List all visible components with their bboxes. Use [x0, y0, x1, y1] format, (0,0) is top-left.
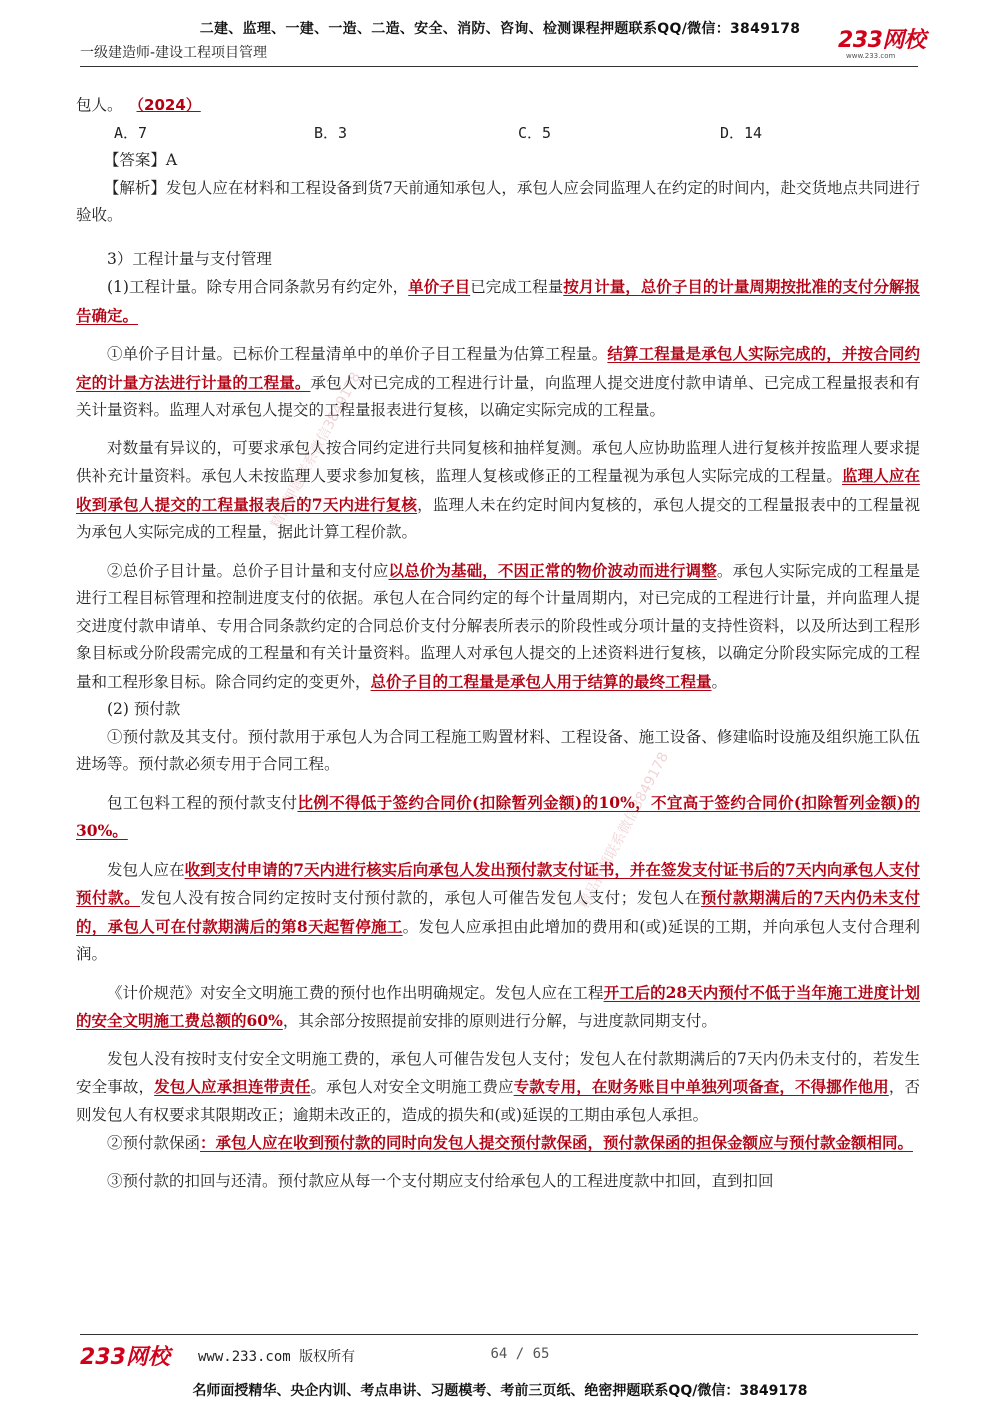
section-heading: 3）工程计量与支付管理 — [107, 249, 272, 268]
question-text: 包人。 — [76, 96, 123, 114]
paragraph: ①预付款及其支付。预付款用于承包人为合同工程施工购置材料、工程设备、施工设备、修建临时设施及组织施工队伍进场等。预付款必须专用于合同工程。 — [76, 727, 920, 773]
paragraph — [76, 273, 920, 330]
highlight: 比例不得低于签约合同价(扣除暂列金额)的10%，不宜高于签约合同价(扣除暂列金额)的30%。 — [76, 792, 920, 840]
text: ，否则发包人有权要求其限期改正；逾期未改正的，造成的损失和(或)延误的工期由承包人承担。 — [76, 1078, 920, 1124]
highlight: 按月计量，总价子目的计量周期按批准的支付分解报告确定。 — [76, 277, 920, 325]
text: 。承包人实际完成的工程量是进行工程目标管理和控制进度支付的依据。承包人在合同约定的每个计量周期内，对已完成的工程进行计量，并向监理人提交进度付款申请单、专用合同条款约定的合同总价支付分解表所表示的阶段性或分项计量的支持性资料，以及所达到工程形象目标或分阶段需完成的工程量和有关计量资料。监理人对承包人提交的上述资料进行复核，以确定分阶段实际完成的工程量和工程形象目标。除合同约定的变更外， — [76, 561, 920, 691]
text: 。承包人对安全文明施工费应 — [310, 1078, 514, 1096]
document-subtitle: 一级建造师-建设工程项目管理 — [80, 45, 268, 61]
option-b: B．3 — [314, 123, 348, 142]
text: 包工包料工程的预付款支付 — [107, 793, 298, 812]
text: 《计价规范》对安全文明施工费的预付也作出明确规定。发包人应在工程 — [107, 983, 604, 1002]
header-divider — [80, 66, 918, 67]
paragraph — [76, 789, 920, 846]
text: (1)工程计量。除专用合同条款另有约定外， — [107, 278, 409, 296]
footer-divider — [80, 1334, 918, 1335]
question-year: （2024） — [136, 96, 201, 114]
highlight: 总价子目的工程量是承包人用于结算的最终工程量 — [370, 671, 712, 691]
text: ，监理人未在约定时间内复核的，承包人提交的工程量报表中的工程量视为承包人实际完成的工程量，据此计算工程价款。 — [76, 495, 920, 541]
paragraph: ③预付款的扣回与还清。预付款应从每一个支付期应支付给承包人的工程进度款中扣回，直到扣回 — [107, 1171, 774, 1190]
text: 发包人没有按合同约定按时支付预付款的，承包人可催告发包人支付；发包人在 — [140, 889, 701, 907]
text: ①单价子目计量。已标价工程量清单中的单价子目工程量为估算工程量。 — [107, 345, 608, 363]
option-d: D．14 — [720, 123, 763, 142]
highlight: 预付款期满后的7天内仍未支付的，承包人可在付款期满后的第8天起暂停施工 — [76, 888, 920, 936]
text: ②总价子目计量。总价子目计量和支付应 — [107, 561, 389, 580]
page-content — [76, 92, 920, 1195]
highlight: 收到支付申请的7天内进行核实后向承包人发出预付款支付证书，并在签发支付证书后的7天内向承包人支付预付款。 — [76, 859, 920, 907]
footer-logo: 233网校 — [80, 1345, 170, 1370]
section-heading: (2) 预付款 — [107, 700, 181, 718]
highlight: 专款专用，在财务账目中单独列项备查，不得挪作他用 — [513, 1077, 889, 1096]
answer: 【答案】A — [103, 151, 178, 169]
paragraph — [76, 435, 920, 547]
page-number: 64 / 65 — [490, 1346, 550, 1362]
analysis: 【解析】发包人应在材料和工程设备到货7天前通知承包人，承包人应会同监理人在约定的时间内，赴交货地点共同进行验收。 — [76, 178, 920, 224]
highlight: 发包人应承担连带责任 — [154, 1077, 311, 1096]
logo-url: www.233.com — [846, 52, 896, 60]
watermark: 精品押题联系微信3849178 — [268, 369, 365, 532]
logo-text: 233网校 — [838, 28, 926, 53]
paragraph — [76, 1129, 920, 1158]
option-a: A．7 — [114, 123, 148, 142]
text: 发包人应在 — [107, 860, 185, 879]
paragraph — [76, 856, 920, 969]
text: 对数量有异议的，可要求承包人按合同约定进行共同复核和抽样复测。承包人应协助监理人进行复核并按监理人要求提供补充计量资料。承包人未按监理人要求参加复核，监理人复核或修正的工程量视为承包人实际完成的工程量。 — [76, 438, 920, 485]
highlight: 单价子目 — [408, 277, 471, 296]
paragraph — [76, 1046, 920, 1130]
text: 已完成工程量 — [470, 278, 564, 296]
brand-logo — [838, 30, 928, 60]
highlight: 监理人应在收到承包人提交的工程量报表后的7天内进行复核 — [76, 466, 920, 514]
answer-options — [76, 120, 920, 148]
highlight: 开工后的28天内预付不低于当年施工进度计划的安全文明施工费总额的60% — [76, 982, 920, 1030]
option-c: C．5 — [518, 123, 552, 142]
footer-promo: 名师面授精华、央企内训、考点串讲、习题模考、考前三页纸、绝密押题联系QQ/微信：3849178 — [192, 1383, 808, 1399]
highlight: ：承包人应在收到预付款的同时向发包人提交预付款保函，预付款保函的担保金额应与预付款金额相同。 — [200, 1133, 914, 1152]
text: ，其余部分按照提前安排的原则进行分解，与进度款同期支付。 — [282, 1012, 717, 1030]
header-promo: 二建、监理、一建、一造、二造、安全、消防、咨询、检测课程押题联系QQ/微信：3849178 — [199, 21, 801, 37]
question-tail — [76, 92, 920, 120]
highlight: 结算工程量是承包人实际完成的，并按合同约定的计量方法进行计量的工程量。 — [76, 344, 920, 392]
text: 承包人对已完成的工程进行计量，向监理人提交进度付款申请单、已完成工程量报表和有关计量资料。监理人对承包人提交的工程量报表进行复核，以确定实际完成的工程量。 — [76, 373, 920, 419]
highlight: 以总价为基础，不因正常的物价波动而进行调整 — [388, 560, 717, 580]
footer-copyright: www.233.com 版权所有 — [198, 1349, 356, 1365]
paragraph — [76, 557, 920, 697]
paragraph — [76, 979, 920, 1036]
paragraph — [76, 340, 920, 425]
text: ②预付款保函 — [107, 1134, 201, 1152]
watermark: 精品押题联系微信3849178 — [576, 749, 673, 912]
text: 。 — [711, 672, 728, 691]
text: 发包人没有按时支付安全文明施工费的，承包人可催告发包人支付；发包人在付款期满后的7天内仍未支付的，若发生安全事故， — [76, 1049, 920, 1096]
text: 。发包人应承担由此增加的费用和(或)延误的工期，并向承包人支付合理利润。 — [76, 917, 920, 963]
